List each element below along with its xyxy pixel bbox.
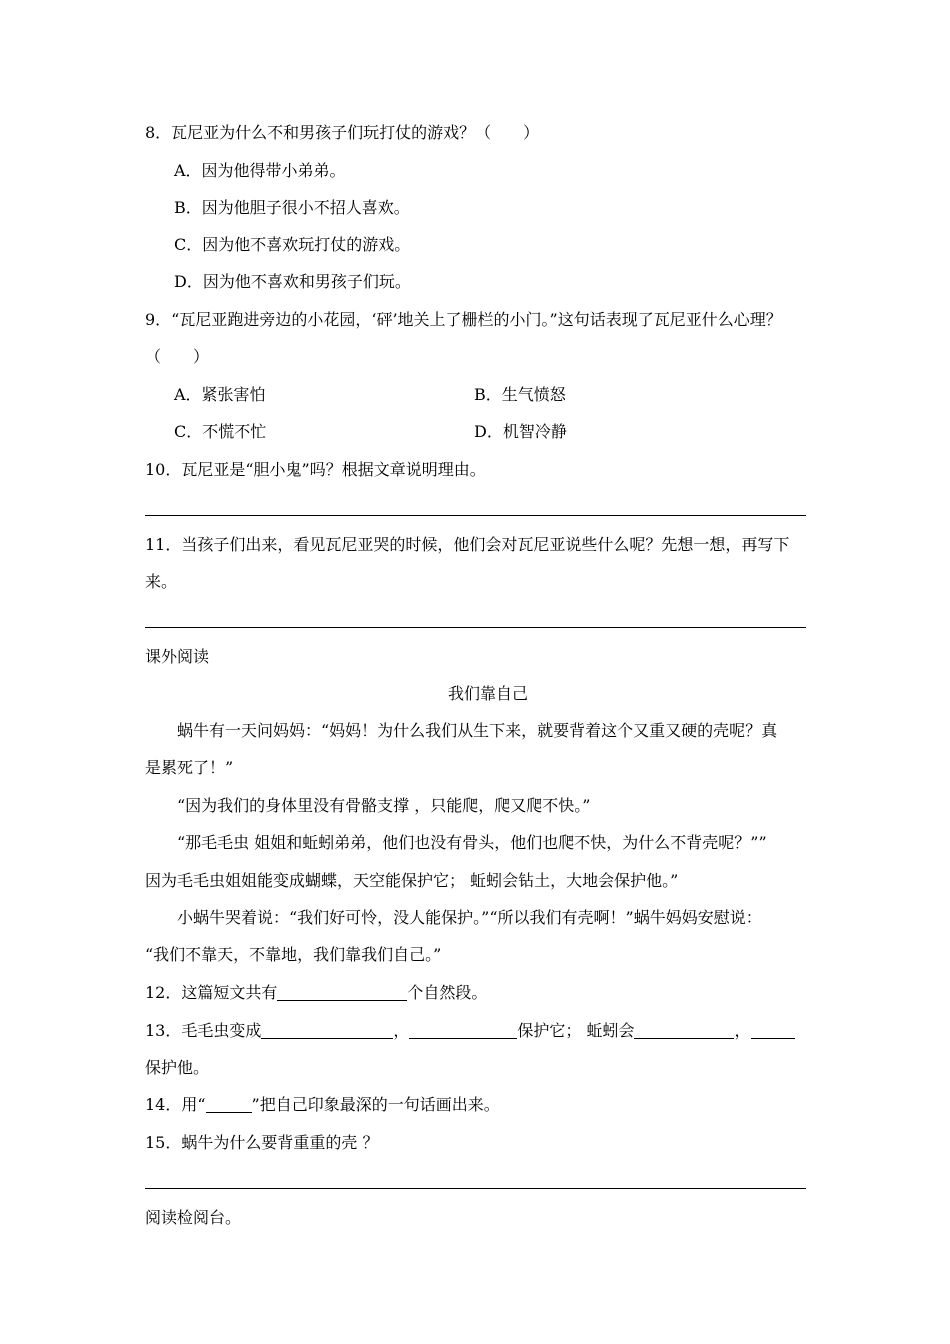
q9-option-a: A．紧张害怕 [174, 385, 266, 404]
q14-post: ”把自己印象最深的一句话画出来。 [251, 1095, 500, 1114]
passage-p1-line1: 蜗牛有一天问妈妈：“妈妈！为什么我们从生下来，就要背着这个又重又硬的壳呢？真 [177, 721, 778, 740]
q13-pre: 13．毛毛虫变成 [145, 1021, 262, 1040]
passage-p3-line1: “那毛毛虫 姐姐和蚯蚓弟弟，他们也没有骨头，他们也爬不快，为什么不背壳呢？”” [177, 833, 767, 852]
q9-option-d: D．机智冷静 [474, 422, 567, 441]
passage-title: 我们靠自己 [448, 684, 529, 703]
q9-option-b: B．生气愤怒 [474, 385, 566, 404]
passage-p4-line2: “我们不靠天，不靠地，我们靠我们自己。” [145, 945, 442, 964]
q9-paren: （ ） [145, 347, 210, 366]
q12-blank[interactable] [277, 984, 407, 1001]
q12-line [145, 983, 487, 1003]
q9-option-c: C．不慌不忙 [174, 422, 267, 441]
q10-answer-line[interactable] [145, 515, 806, 516]
q8-option-c: C．因为他不喜欢玩打仗的游戏。 [174, 235, 411, 254]
passage-p1-line2: 是累死了！” [145, 758, 234, 777]
q13-comma-2: ， [734, 1021, 751, 1040]
q11-stem-line2: 来。 [145, 572, 178, 591]
q13-blank-4[interactable] [751, 1022, 795, 1039]
q15-answer-line[interactable] [145, 1188, 806, 1189]
q8-option-b: B．因为他胆子很小不招人喜欢。 [174, 198, 410, 217]
q13-line2: 保护他。 [145, 1058, 210, 1077]
passage-p4-line1: 小蜗牛哭着说：“我们好可怜，没人能保护。”“所以我们有壳啊！”蜗牛妈妈安慰说： [177, 908, 762, 927]
passage-p3-line2: 因为毛毛虫姐姐能变成蝴蝶，天空能保护它； 蚯蚓会钻土，大地会保护他。” [145, 871, 679, 890]
q8-option-a: A．因为他得带小弟弟。 [174, 161, 346, 180]
q12-post: 个自然段。 [407, 983, 488, 1002]
q15-stem: 15．蜗牛为什么要背重重的壳 ？ [145, 1133, 379, 1152]
passage-p2: “因为我们的身体里没有骨骼支撑 ，只能爬，爬又爬不快。” [177, 796, 591, 815]
q11-stem-line1: 11．当孩子们出来，看见瓦尼亚哭的时候，他们会对瓦尼亚说些什么呢？先想一想，再写下 [145, 535, 790, 554]
q9-stem: 9．“瓦尼亚跑进旁边的小花园，‘砰’地关上了栅栏的小门。”这句话表现了瓦尼亚什么心理？ [145, 310, 782, 329]
q13-mid: 保护它； 蚯蚓会 [517, 1021, 635, 1040]
q14-blank[interactable] [206, 1096, 252, 1113]
q12-pre: 12．这篇短文共有 [145, 983, 278, 1002]
q13-line1 [145, 1021, 795, 1041]
q13-blank-1[interactable] [261, 1022, 393, 1039]
q8-stem: 8．瓦尼亚为什么不和男孩子们玩打仗的游戏？（ ） [145, 123, 540, 142]
q13-blank-3[interactable] [634, 1022, 734, 1039]
q13-comma-1: ， [393, 1021, 410, 1040]
q14-pre: 14．用“ [145, 1095, 206, 1114]
next-section-heading: 阅读检阅台。 [145, 1208, 242, 1227]
q13-blank-2[interactable] [409, 1022, 517, 1039]
q11-answer-line[interactable] [145, 627, 806, 628]
q10-stem: 10．瓦尼亚是“胆小鬼”吗？根据文章说明理由。 [145, 460, 486, 479]
q14-line [145, 1095, 500, 1115]
section-heading: 课外阅读 [145, 647, 210, 666]
q8-option-d: D．因为他不喜欢和男孩子们玩。 [174, 272, 411, 291]
